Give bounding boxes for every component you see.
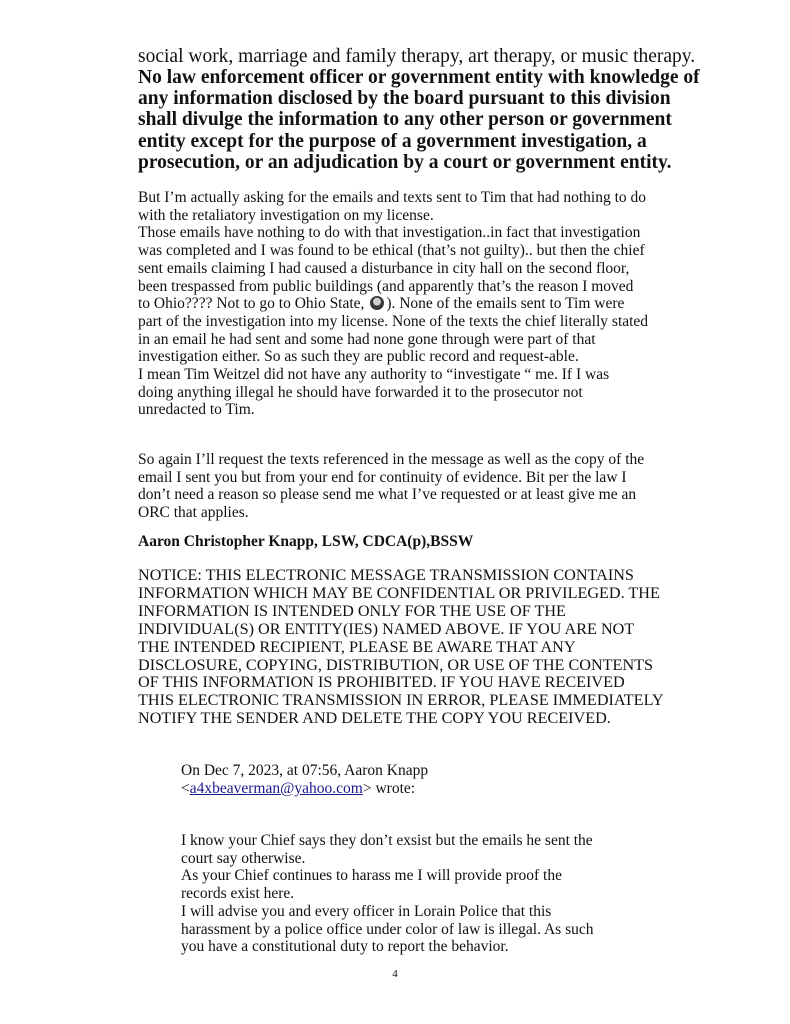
quoted-line: harassment by a police office under color of law is illegal. As such (181, 920, 594, 938)
text-line: email I sent you but from your end for continuity of evidence. Bit per the law I (138, 468, 627, 486)
text-line: ORC that applies. (138, 504, 249, 522)
angle-open: < (181, 779, 190, 797)
notice-line: INFORMATION WHICH MAY BE CONFIDENTIAL OR PRIVILEGED. THE (138, 583, 660, 602)
quoted-line: As your Chief continues to harass me I will provide proof the (181, 867, 562, 885)
quoted-line: court say otherwise. (181, 849, 306, 867)
quoted-line: I will advise you and every officer in Lorain Police that this (181, 902, 552, 920)
intro-line: social work, marriage and family therapy, art therapy, or music therapy. (138, 46, 696, 67)
text-line: been trespassed from public buildings (and apparently that’s the reason I moved (138, 277, 634, 295)
text-line: unredacted to Tim. (138, 401, 255, 419)
text-line: Those emails have nothing to do with that investigation..in fact that investigation (138, 224, 641, 242)
text-line: But I’m actually asking for the emails and texts sent to Tim that had nothing to do (138, 189, 646, 206)
quoted-line: records exist here. (181, 885, 295, 903)
wrote-label: > wrote: (362, 779, 416, 797)
statute-line: entity except for the purpose of a government investigation, a (138, 130, 647, 152)
text-line: don’t need a reason so please send me what I’ve requested or at least give me an (138, 486, 637, 504)
statute-quote (138, 67, 700, 173)
notice-line: THIS ELECTRONIC TRANSMISSION IN ERROR, PLEASE IMMEDIATELY (138, 691, 664, 710)
notice-line: OF THIS INFORMATION IS PROHIBITED. IF YOU HAVE RECEIVED (138, 673, 625, 692)
text-line: with the retaliatory investigation on my license. (138, 206, 434, 224)
page-number: 4 (392, 968, 398, 980)
notice-line: INFORMATION IS INTENDED ONLY FOR THE USE OF THE (138, 601, 566, 620)
text-line: investigation either. So as such they are public record and request-able. (138, 348, 579, 366)
text-line: in an email he had sent and some had none gone through were part of that (138, 330, 596, 348)
text-line: was completed and I was found to be ethical (that’s not guilty).. but then the chief (138, 242, 645, 260)
notice-line: THE INTENDED RECIPIENT, PLEASE BE AWARE THAT ANY (138, 637, 576, 656)
text-line: doing anything illegal he should have forwarded it to the prosecutor not (138, 383, 583, 401)
text-line: I mean Tim Weitzel did not have any authority to “investigate “ me. If I was (138, 366, 610, 384)
statute-line: any information disclosed by the board pursuant to this division (138, 88, 671, 110)
emoji-icon (370, 296, 384, 310)
quoted-date-line: On Dec 7, 2023, at 07:56, Aaron Knapp (181, 762, 429, 779)
quoted-line: I know your Chief says they don’t exsist but the emails he sent the (181, 832, 593, 849)
statute-line: No law enforcement officer or government entity with knowledge of (138, 67, 700, 88)
notice-line: INDIVIDUAL(S) OR ENTITY(IES) NAMED ABOVE. IF YOU ARE NOT (138, 619, 635, 638)
sender-email-link[interactable]: a4xbeaverman@yahoo.com (189, 779, 363, 797)
statute-line: prosecution, or an adjudication by a court or government entity. (138, 151, 672, 173)
confidentiality-notice (138, 566, 664, 728)
notice-line: DISCLOSURE, COPYING, DISTRIBUTION, OR USE OF THE CONTENTS (138, 655, 654, 674)
text-line: So again I’ll request the texts referenced in the message as well as the copy of the (138, 451, 645, 468)
text-line: part of the investigation into my license. None of the texts the chief literally stated (138, 312, 649, 330)
quoted-line: you have a constitutional duty to report the behavior. (181, 938, 509, 956)
notice-line: NOTICE: THIS ELECTRONIC MESSAGE TRANSMISSION CONTAINS (138, 566, 634, 584)
text-line-with-emoji (138, 295, 658, 313)
signature: Aaron Christopher Knapp, LSW, CDCA(p),BSSW (138, 533, 474, 550)
quoted-sender-line (181, 780, 621, 798)
quoted-message (181, 832, 621, 956)
text-line: sent emails claiming I had caused a disturbance in city hall on the second floor, (138, 259, 630, 277)
quoted-header (181, 762, 621, 797)
text-fragment: to Ohio???? Not to go to Ohio State, (138, 295, 365, 313)
text-fragment: ). None of the emails sent to Tim were (386, 295, 625, 313)
paragraph-followup (138, 451, 658, 522)
statute-line: shall divulge the information to any other person or government (138, 109, 672, 131)
paragraph-request (138, 189, 658, 419)
notice-line: NOTIFY THE SENDER AND DELETE THE COPY YOU RECEIVED. (138, 709, 611, 728)
